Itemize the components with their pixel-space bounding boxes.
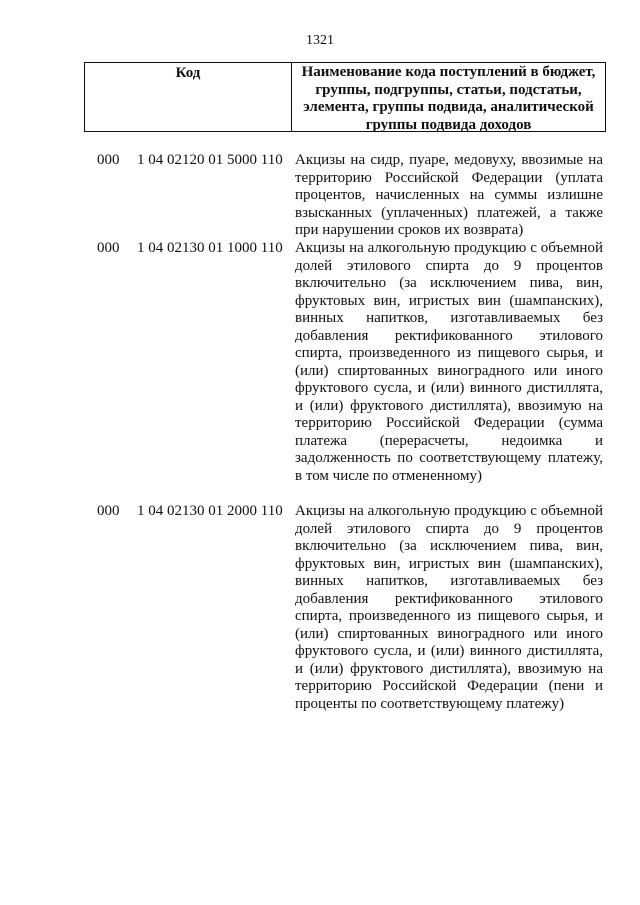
revenue-code: 1 04 02130 01 2000 110 bbox=[137, 503, 283, 519]
admin-code: 000 bbox=[97, 152, 120, 168]
revenue-code-list bbox=[0, 152, 640, 713]
table-header bbox=[84, 62, 606, 132]
admin-code: 000 bbox=[97, 503, 120, 519]
revenue-description: Акцизы на сидр, пуаре, медовуху, ввозимые на территорию Российской Федерации (уплата процентов, начисленных на суммы излишне взысканных (уплаченных) платежей, а также при нарушении сроков их возврата) bbox=[295, 152, 603, 238]
admin-code: 000 bbox=[97, 240, 120, 256]
revenue-description: Акцизы на алкогольную продукцию с объемной долей этилового спирта до 9 процентов включительно (за исключением пива, вин, фруктовых вин, игристых вин (шампанских), винных напитков, изготавливаемых без добавления ректификованного этилового спирта, произведенного из пищевого сырья, и (или) спиртованных виноградного или иного фруктового сусла, и (или) винного дистиллята, и (или) фруктового дистиллята), ввозимую на территорию Российской Федерации (пени и проценты по соответствующему платежу) bbox=[295, 503, 603, 712]
column-header-code: Код bbox=[85, 63, 292, 131]
table-row bbox=[0, 503, 640, 713]
table-row bbox=[0, 152, 640, 240]
revenue-code: 1 04 02120 01 5000 110 bbox=[137, 152, 283, 168]
column-header-name: Наименование кода поступлений в бюджет, группы, подгруппы, статьи, подстатьи, элемента, группы подвида, аналитической группы подвида доходов bbox=[301, 64, 596, 133]
revenue-code: 1 04 02130 01 1000 110 bbox=[137, 240, 283, 256]
revenue-description: Акцизы на алкогольную продукцию с объемной долей этилового спирта до 9 процентов включительно (за исключением пива, вин, фруктовых вин, игристых вин (шампанских), винных напитков, изготавливаемых без добавления ректификованного этилового спирта, произведенного из пищевого сырья, и (или) спиртованных виноградного или иного фруктового сусла, и (или) винного дистиллята, и (или) фруктового дистиллята), ввозимую на территорию Российской Федерации (сумма платежа (перерасчеты, недоимка и задолженность по соответствующему платежу, в том числе по отмененному) bbox=[295, 240, 603, 484]
table-row bbox=[0, 240, 640, 503]
page-number: 1321 bbox=[306, 33, 334, 48]
